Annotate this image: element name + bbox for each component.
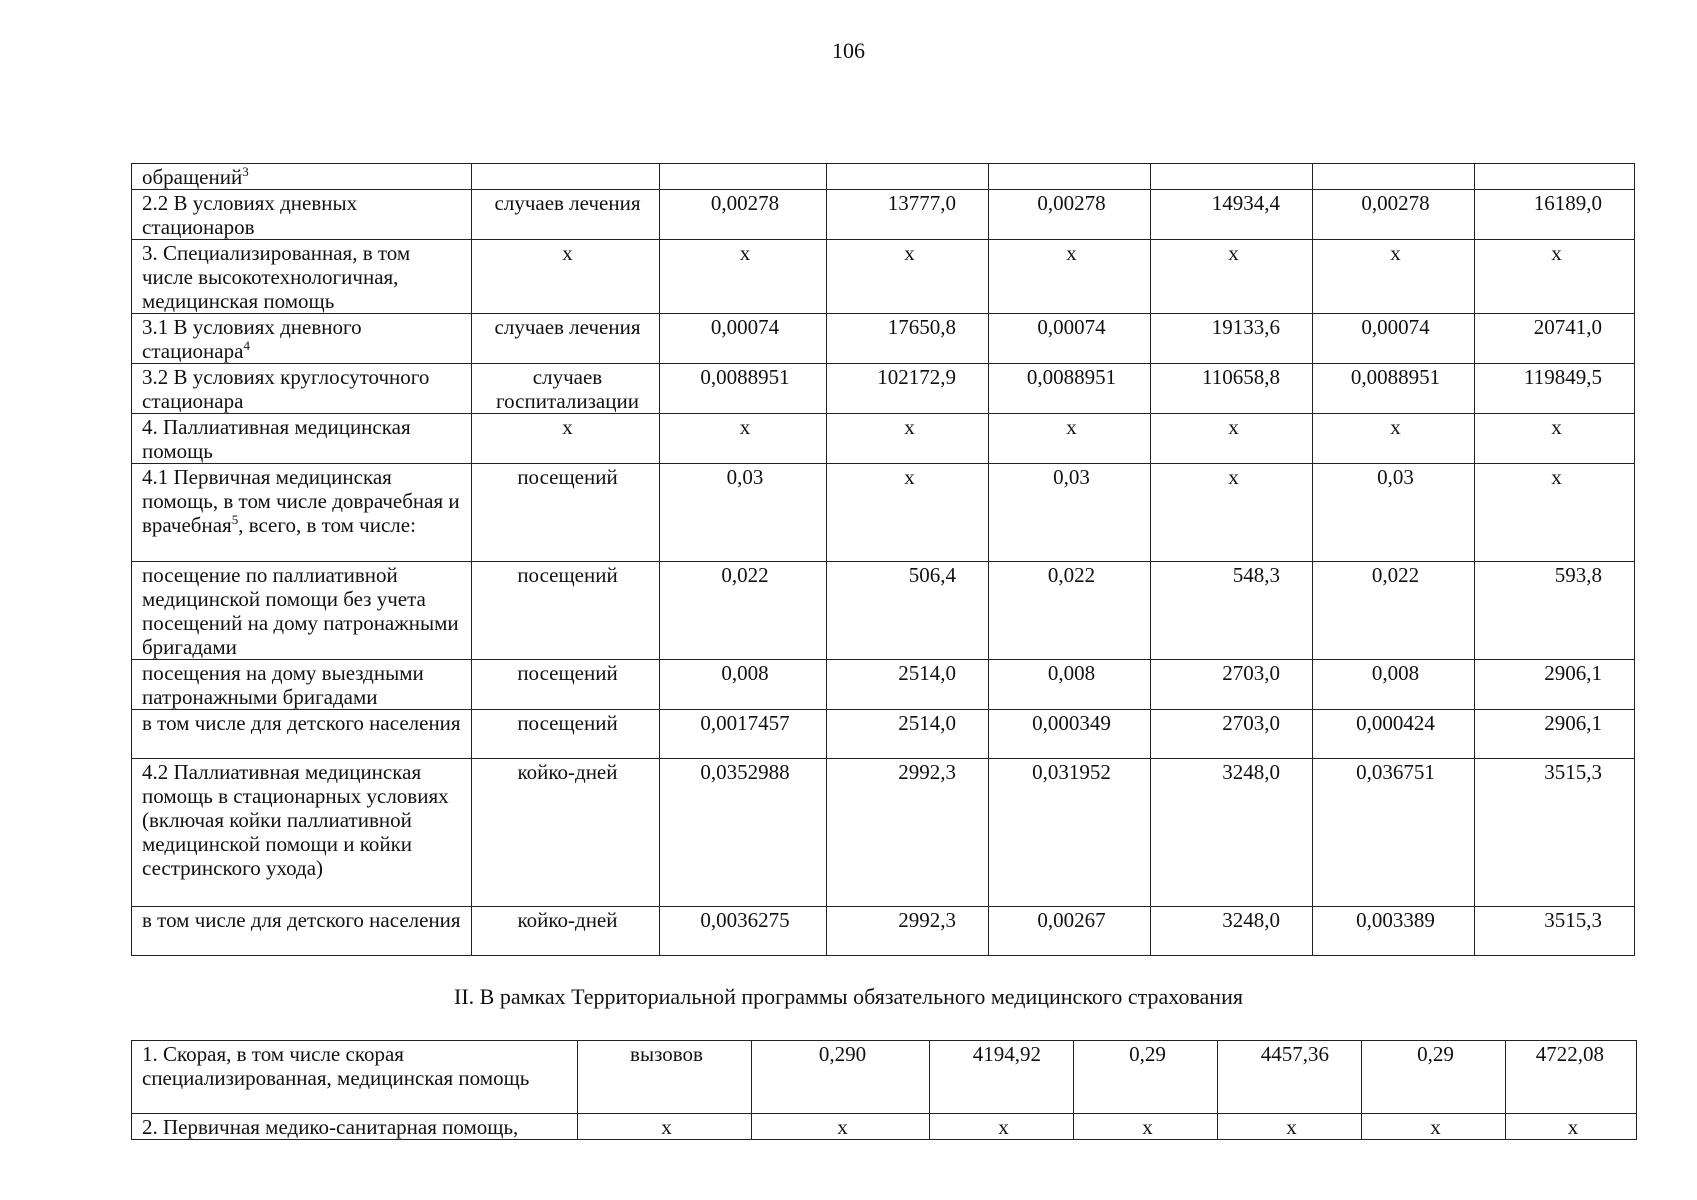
- unit-cell: посещений: [472, 562, 660, 660]
- row-name-cell: [132, 907, 472, 956]
- unit-cell: вызовов: [578, 1041, 752, 1114]
- row-name: 4.2 Паллиативная медицинская помощь в стационарных условиях (включая койки паллиативной медицинской помощи и койки сестринского ухода): [142, 760, 449, 880]
- row-name-cell: [132, 240, 472, 314]
- value-cell: 16189,0: [1475, 190, 1635, 240]
- row-name: в том числе для детского населения: [142, 908, 461, 932]
- table-row: [132, 414, 1635, 464]
- unit-cell: x: [472, 414, 660, 464]
- value-cell: x: [1151, 464, 1313, 562]
- table-row: [132, 1114, 1637, 1140]
- value-cell: 0,03: [660, 464, 827, 562]
- value-cell: 0,022: [660, 562, 827, 660]
- value-cell: x: [827, 464, 989, 562]
- row-name-cell: [132, 190, 472, 240]
- value-cell: 19133,6: [1151, 314, 1313, 364]
- value-cell: 0,00278: [1313, 190, 1475, 240]
- table-row: [132, 907, 1635, 956]
- value-cell: x: [1313, 240, 1475, 314]
- value-cell: x: [989, 414, 1151, 464]
- value-cell: 548,3: [1151, 562, 1313, 660]
- unit-cell: x: [578, 1114, 752, 1140]
- row-name: 4. Паллиативная медицинская помощь: [142, 415, 411, 463]
- value-cell: 0,022: [1313, 562, 1475, 660]
- row-name-cell: [132, 164, 472, 190]
- value-cell: 0,000424: [1313, 710, 1475, 759]
- value-cell: [1313, 164, 1475, 190]
- row-name: посещение по паллиативной медицинской помощи без учета посещений на дому патронажными бригадами: [142, 563, 459, 659]
- value-cell: 2703,0: [1151, 710, 1313, 759]
- value-cell: x: [1475, 414, 1635, 464]
- value-cell: 3248,0: [1151, 907, 1313, 956]
- value-cell: 2703,0: [1151, 660, 1313, 710]
- row-name: в том числе для детского населения: [142, 711, 461, 735]
- value-cell: 0,008: [1313, 660, 1475, 710]
- unit-cell: посещений: [472, 710, 660, 759]
- value-cell: 0,008: [660, 660, 827, 710]
- value-cell: x: [752, 1114, 930, 1140]
- row-name: 3.2 В условиях круглосуточного стационара: [142, 365, 430, 413]
- row-name: посещения на дому выездными патронажными бригадами: [142, 661, 424, 709]
- value-cell: 0,000349: [989, 710, 1151, 759]
- value-cell: 0,0017457: [660, 710, 827, 759]
- value-cell: 3515,3: [1475, 907, 1635, 956]
- value-cell: 2906,1: [1475, 660, 1635, 710]
- value-cell: x: [660, 240, 827, 314]
- value-cell: 0,0088951: [989, 364, 1151, 414]
- row-name-cell: [132, 759, 472, 907]
- unit-cell: случаев лечения: [472, 314, 660, 364]
- value-cell: 0,0088951: [660, 364, 827, 414]
- value-cell: 17650,8: [827, 314, 989, 364]
- unit-cell: посещений: [472, 660, 660, 710]
- unit-cell: [472, 164, 660, 190]
- oms-volume-table: [131, 1040, 1637, 1140]
- value-cell: x: [827, 414, 989, 464]
- value-cell: x: [1475, 464, 1635, 562]
- value-cell: 0,29: [1074, 1041, 1218, 1114]
- value-cell: 506,4: [827, 562, 989, 660]
- row-name: 4.1 Первичная медицинская помощь, в том числе доврачебная и врачебная: [142, 465, 460, 537]
- value-cell: 0,00074: [1313, 314, 1475, 364]
- value-cell: 0,290: [752, 1041, 930, 1114]
- value-cell: 0,00074: [989, 314, 1151, 364]
- footnote-marker: 3: [242, 164, 249, 179]
- value-cell: x: [1151, 414, 1313, 464]
- table-row: [132, 562, 1635, 660]
- value-cell: [1151, 164, 1313, 190]
- section-heading: II. В рамках Территориальной программы обязательного медицинского страхования: [454, 984, 1243, 1009]
- table-row: [132, 364, 1635, 414]
- value-cell: 0,0036275: [660, 907, 827, 956]
- value-cell: 0,008: [989, 660, 1151, 710]
- value-cell: 2992,3: [827, 907, 989, 956]
- row-name: 3.1 В условиях дневного стационара: [142, 315, 362, 363]
- value-cell: 4722,08: [1506, 1041, 1637, 1114]
- value-cell: 20741,0: [1475, 314, 1635, 364]
- unit-cell: x: [472, 240, 660, 314]
- value-cell: 3248,0: [1151, 759, 1313, 907]
- value-cell: x: [1074, 1114, 1218, 1140]
- footnote-marker: 5: [231, 512, 239, 527]
- row-name-cell: [132, 414, 472, 464]
- value-cell: x: [930, 1114, 1074, 1140]
- value-cell: 4194,92: [930, 1041, 1074, 1114]
- row-name-cell: [132, 464, 472, 562]
- value-cell: 4457,36: [1218, 1041, 1362, 1114]
- value-cell: 0,00278: [660, 190, 827, 240]
- page-number: 106: [832, 38, 865, 63]
- value-cell: 0,0088951: [1313, 364, 1475, 414]
- value-cell: 102172,9: [827, 364, 989, 414]
- care-volume-table: [131, 163, 1635, 956]
- row-name-suffix: , всего, в том числе:: [238, 513, 416, 537]
- table-row: [132, 314, 1635, 364]
- row-name-cell: [132, 562, 472, 660]
- value-cell: 0,29: [1362, 1041, 1506, 1114]
- row-name-cell: [132, 314, 472, 364]
- unit-cell: посещений: [472, 464, 660, 562]
- value-cell: x: [1313, 414, 1475, 464]
- row-name: 3. Специализированная, в том числе высокотехнологичная, медицинская помощь: [142, 241, 411, 313]
- value-cell: x: [1151, 240, 1313, 314]
- value-cell: 0,00267: [989, 907, 1151, 956]
- value-cell: x: [1218, 1114, 1362, 1140]
- row-name-cell: 2. Первичная медико-санитарная помощь,: [132, 1114, 578, 1140]
- table-row: [132, 240, 1635, 314]
- row-name-cell: [132, 364, 472, 414]
- table-row: [132, 1041, 1637, 1114]
- value-cell: 0,0352988: [660, 759, 827, 907]
- table-row: [132, 660, 1635, 710]
- value-cell: 2992,3: [827, 759, 989, 907]
- row-name-cell: [132, 660, 472, 710]
- value-cell: x: [827, 240, 989, 314]
- value-cell: [1475, 164, 1635, 190]
- value-cell: 0,036751: [1313, 759, 1475, 907]
- value-cell: 2514,0: [827, 660, 989, 710]
- value-cell: 0,022: [989, 562, 1151, 660]
- value-cell: x: [989, 240, 1151, 314]
- unit-cell: койко-дней: [472, 759, 660, 907]
- value-cell: 13777,0: [827, 190, 989, 240]
- value-cell: 0,031952: [989, 759, 1151, 907]
- row-name: обращений: [142, 165, 243, 189]
- value-cell: [660, 164, 827, 190]
- unit-cell: койко-дней: [472, 907, 660, 956]
- value-cell: 593,8: [1475, 562, 1635, 660]
- value-cell: 0,00278: [989, 190, 1151, 240]
- unit-cell: случаев лечения: [472, 190, 660, 240]
- unit-cell: случаев госпитализации: [472, 364, 660, 414]
- table-row: [132, 190, 1635, 240]
- value-cell: 0,03: [989, 464, 1151, 562]
- row-name: 2.2 В условиях дневных стационаров: [142, 191, 358, 239]
- table-row: [132, 164, 1635, 190]
- table-row: [132, 759, 1635, 907]
- value-cell: 2906,1: [1475, 710, 1635, 759]
- table-row: [132, 464, 1635, 562]
- value-cell: 0,03: [1313, 464, 1475, 562]
- value-cell: 3515,3: [1475, 759, 1635, 907]
- value-cell: 2514,0: [827, 710, 989, 759]
- value-cell: x: [1362, 1114, 1506, 1140]
- value-cell: x: [1506, 1114, 1637, 1140]
- value-cell: [827, 164, 989, 190]
- value-cell: x: [1475, 240, 1635, 314]
- row-name-cell: [132, 710, 472, 759]
- value-cell: x: [660, 414, 827, 464]
- row-name-cell: 1. Скорая, в том числе скорая специализированная, медицинская помощь: [132, 1041, 578, 1114]
- value-cell: 0,00074: [660, 314, 827, 364]
- value-cell: 14934,4: [1151, 190, 1313, 240]
- table-row: [132, 710, 1635, 759]
- value-cell: 0,003389: [1313, 907, 1475, 956]
- footnote-marker: 4: [243, 338, 250, 353]
- value-cell: [989, 164, 1151, 190]
- value-cell: 119849,5: [1475, 364, 1635, 414]
- value-cell: 110658,8: [1151, 364, 1313, 414]
